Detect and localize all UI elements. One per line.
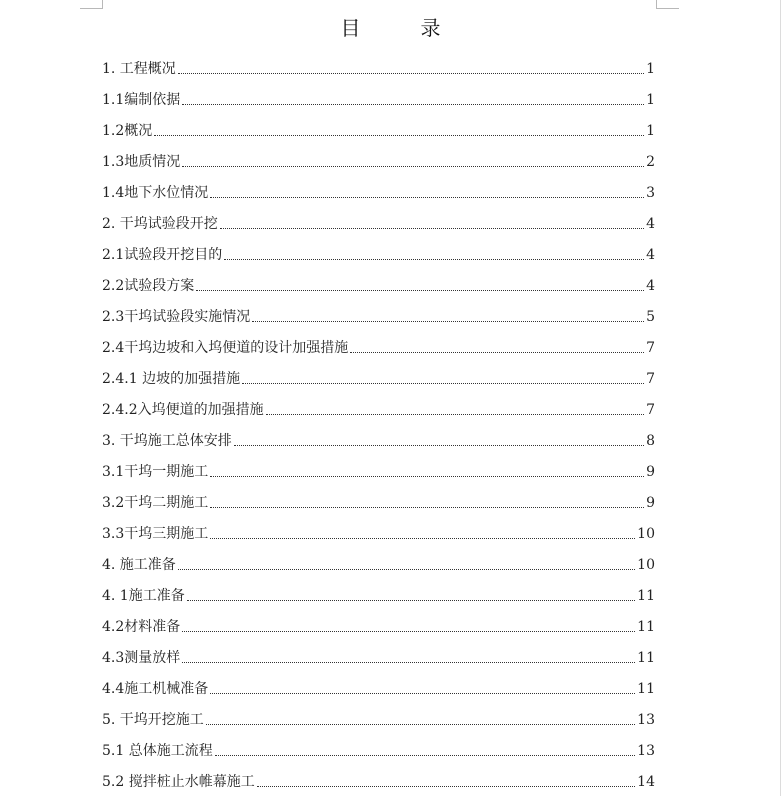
- toc-entry-label: 3. 干坞施工总体安排: [102, 433, 232, 449]
- toc-entry-label: 4.4施工机械准备: [102, 681, 209, 697]
- toc-entry[interactable]: [102, 701, 655, 732]
- toc-dot-leader: [350, 352, 644, 353]
- toc-entry[interactable]: [102, 577, 655, 608]
- toc-dot-leader: [210, 693, 635, 694]
- toc-entry[interactable]: [102, 639, 655, 670]
- toc-entry-page-number: 11: [637, 588, 655, 604]
- toc-entry-label: 3.1干坞一期施工: [102, 464, 209, 480]
- toc-entry-page-number: 4: [646, 216, 655, 232]
- toc-entry[interactable]: [102, 81, 655, 112]
- toc-entry-label: 4. 施工准备: [102, 557, 176, 573]
- toc-entry-page-number: 4: [646, 247, 655, 263]
- toc-entry-label: 2.2试验段方案: [102, 278, 195, 294]
- toc-entry-page-number: 11: [637, 681, 655, 697]
- toc-entry-page-number: 4: [646, 278, 655, 294]
- toc-dot-leader: [154, 135, 644, 136]
- toc-entry[interactable]: [102, 422, 655, 453]
- toc-entry-page-number: 9: [646, 495, 655, 511]
- toc-entry-page-number: 1: [646, 92, 655, 108]
- toc-entry[interactable]: [102, 732, 655, 763]
- toc-entry-page-number: 5: [646, 309, 655, 325]
- toc-entry-page-number: 7: [646, 371, 655, 387]
- toc-dot-leader: [257, 786, 635, 787]
- toc-entry-label: 2. 干坞试验段开挖: [102, 216, 218, 232]
- toc-entry-page-number: 13: [637, 743, 655, 759]
- toc-entry[interactable]: [102, 546, 655, 577]
- toc-entry-page-number: 7: [646, 340, 655, 356]
- toc-entry-label: 1.3地质情况: [102, 154, 181, 170]
- toc-entry-label: 1.4地下水位情况: [102, 185, 209, 201]
- toc-entry-page-number: 13: [637, 712, 655, 728]
- toc-entry[interactable]: [102, 329, 655, 360]
- toc-entry[interactable]: [102, 267, 655, 298]
- toc-entry[interactable]: [102, 608, 655, 639]
- toc-entry[interactable]: [102, 143, 655, 174]
- toc-dot-leader: [266, 414, 644, 415]
- toc-entry-page-number: 1: [646, 61, 655, 77]
- toc-entry[interactable]: [102, 391, 655, 422]
- toc-dot-leader: [234, 445, 644, 446]
- toc-entry-label: 4.2材料准备: [102, 619, 181, 635]
- toc-entry-label: 1.2概况: [102, 123, 153, 139]
- toc-entry[interactable]: [102, 763, 655, 794]
- toc-entry[interactable]: [102, 174, 655, 205]
- toc-entry[interactable]: [102, 670, 655, 701]
- toc-entry-page-number: 3: [646, 185, 655, 201]
- toc-entry-label: 1. 工程概况: [102, 61, 176, 77]
- toc-entry-label: 2.1试验段开挖目的: [102, 247, 223, 263]
- toc-entry[interactable]: [102, 515, 655, 546]
- toc-entry-label: 4.3测量放样: [102, 650, 181, 666]
- toc-entry-label: 2.4.2入坞便道的加强措施: [102, 402, 264, 418]
- toc-entry[interactable]: [102, 360, 655, 391]
- toc-entry[interactable]: [102, 112, 655, 143]
- toc-dot-leader: [224, 259, 644, 260]
- toc-entry[interactable]: [102, 484, 655, 515]
- toc-dot-leader: [182, 631, 635, 632]
- toc-dot-leader: [242, 383, 644, 384]
- toc-dot-leader: [210, 476, 644, 477]
- toc-entry-page-number: 2: [646, 154, 655, 170]
- toc-entry[interactable]: [102, 205, 655, 236]
- toc-entry-label: 5.2 搅拌桩止水帷幕施工: [102, 774, 255, 790]
- crop-mark-left: [80, 0, 103, 9]
- toc-dot-leader: [210, 507, 644, 508]
- toc-entry-page-number: 11: [637, 619, 655, 635]
- toc-dot-leader: [206, 724, 635, 725]
- toc-entry-page-number: 14: [637, 774, 655, 790]
- toc-dot-leader: [210, 197, 644, 198]
- toc-entry-label: 5. 干坞开挖施工: [102, 712, 204, 728]
- toc-dot-leader: [187, 600, 635, 601]
- toc-entry[interactable]: [102, 236, 655, 267]
- toc-entry-page-number: 11: [637, 650, 655, 666]
- toc-entry[interactable]: [102, 298, 655, 329]
- crop-mark-right: [656, 0, 679, 9]
- toc-entry-label: 4. 1施工准备: [102, 588, 185, 604]
- toc-entry-label: 2.4干坞边坡和入坞便道的设计加强措施: [102, 340, 349, 356]
- toc-entry-label: 2.3干坞试验段实施情况: [102, 309, 251, 325]
- toc-entry-page-number: 10: [637, 526, 655, 542]
- toc-dot-leader: [210, 538, 635, 539]
- toc-entry-label: 1.1编制依据: [102, 92, 181, 108]
- table-of-contents: [102, 50, 655, 794]
- toc-entry-label: 2.4.1 边坡的加强措施: [102, 371, 241, 387]
- toc-entry[interactable]: [102, 453, 655, 484]
- toc-entry-page-number: 9: [646, 464, 655, 480]
- toc-entry-label: 5.1 总体施工流程: [102, 743, 213, 759]
- toc-dot-leader: [220, 228, 644, 229]
- toc-dot-leader: [182, 166, 644, 167]
- toc-dot-leader: [178, 569, 635, 570]
- toc-dot-leader: [215, 755, 635, 756]
- toc-entry-page-number: 10: [637, 557, 655, 573]
- toc-entry-label: 3.2干坞二期施工: [102, 495, 209, 511]
- toc-dot-leader: [182, 662, 635, 663]
- toc-entry[interactable]: [102, 50, 655, 81]
- toc-dot-leader: [178, 73, 644, 74]
- toc-dot-leader: [196, 290, 644, 291]
- toc-dot-leader: [252, 321, 644, 322]
- toc-entry-page-number: 7: [646, 402, 655, 418]
- toc-entry-page-number: 8: [646, 433, 655, 449]
- toc-dot-leader: [182, 104, 644, 105]
- toc-entry-label: 3.3干坞三期施工: [102, 526, 209, 542]
- toc-title: 目 录: [340, 16, 461, 40]
- toc-entry-page-number: 1: [646, 123, 655, 139]
